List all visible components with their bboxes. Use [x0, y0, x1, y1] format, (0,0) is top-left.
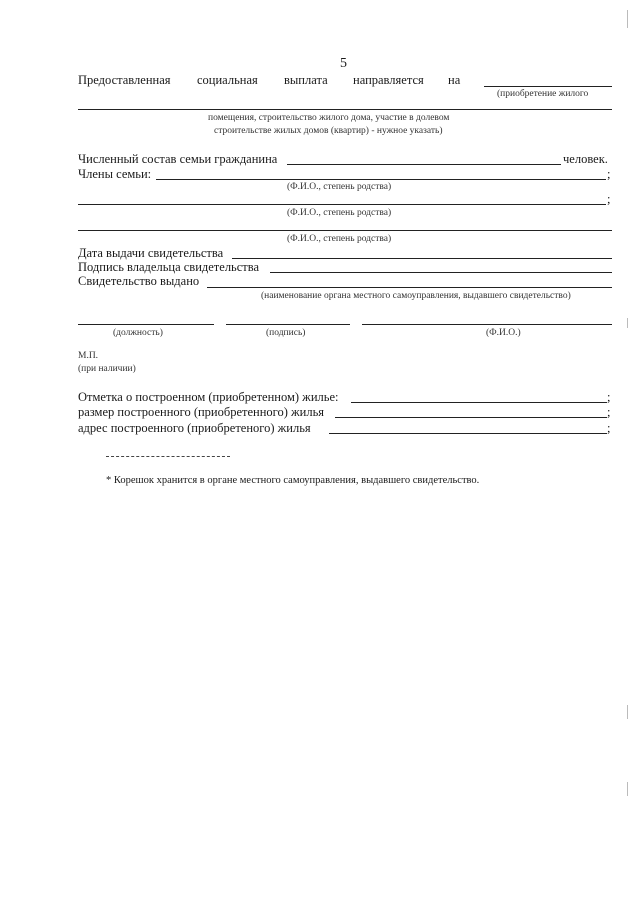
issued-by-label: Свидетельство выдано [78, 274, 200, 288]
scan-mark [627, 782, 628, 796]
scan-mark [627, 705, 628, 719]
semicolon: ; [607, 192, 611, 206]
housing-mark-field[interactable] [351, 402, 607, 403]
footnote-separator [106, 456, 230, 457]
signature-field[interactable] [226, 324, 350, 325]
payment-line-2[interactable] [78, 109, 612, 110]
position-hint: (должность) [113, 328, 163, 338]
owner-signature-field[interactable] [270, 272, 612, 273]
position-field[interactable] [78, 324, 214, 325]
housing-address-label: адрес построенного (приобретеного) жилья [78, 421, 311, 435]
semicolon: ; [607, 405, 611, 419]
signature-hint: (подпись) [266, 328, 306, 338]
family-member-hint-1: (Ф.И.О., степень родства) [287, 182, 392, 192]
payment-word-3: выплата [284, 73, 328, 87]
fio-field[interactable] [362, 324, 612, 325]
family-member-hint-3: (Ф.И.О., степень родства) [287, 234, 392, 244]
payment-word-4: направляется [353, 73, 424, 87]
semicolon: ; [607, 421, 611, 435]
payment-target-line[interactable] [484, 86, 612, 87]
family-size-suffix: человек. [563, 152, 608, 166]
stamp-if-any: (при наличии) [78, 364, 136, 374]
issued-by-hint: (наименование органа местного самоуправления, выдавшего свидетельство) [261, 291, 571, 301]
scan-mark [627, 10, 628, 28]
payment-hint-1: (приобретение жилого [497, 89, 589, 99]
issue-date-field[interactable] [232, 258, 612, 259]
payment-word-5: на [448, 73, 461, 87]
payment-hint-2: помещения, строительство жилого дома, участие в долевом [208, 113, 450, 123]
owner-signature-label: Подпись владельца свидетельства [78, 260, 260, 274]
housing-size-field[interactable] [335, 417, 607, 418]
payment-word-1: Предоставленная [78, 73, 171, 87]
payment-hint-3: строительстве жилых домов (квартир) - нужное указать) [214, 126, 443, 136]
payment-word-2: социальная [197, 73, 258, 87]
family-member-field-2[interactable] [78, 204, 606, 205]
semicolon: ; [607, 390, 611, 404]
stamp-label: М.П. [78, 351, 99, 361]
family-size-label: Численный состав семьи гражданина [78, 152, 278, 166]
issued-by-field[interactable] [207, 287, 612, 288]
family-members-label: Члены семьи: [78, 167, 152, 181]
semicolon: ; [607, 167, 611, 181]
housing-address-field[interactable] [329, 433, 607, 434]
fio-hint: (Ф.И.О.) [486, 328, 521, 338]
page-number: 5 [340, 56, 347, 71]
footnote: * Корешок хранится в органе местного самоуправления, выдавшего свидетельство. [106, 475, 480, 486]
family-size-field[interactable] [287, 164, 561, 165]
housing-size-label: размер построенного (приобретенного) жилья [78, 405, 325, 419]
family-member-field-3[interactable] [78, 230, 612, 231]
family-member-field-1[interactable] [156, 179, 606, 180]
housing-mark-label: Отметка о построенном (приобретенном) жилье: [78, 390, 339, 404]
scan-mark [627, 318, 628, 328]
issue-date-label: Дата выдачи свидетельства [78, 246, 224, 260]
family-member-hint-2: (Ф.И.О., степень родства) [287, 208, 392, 218]
